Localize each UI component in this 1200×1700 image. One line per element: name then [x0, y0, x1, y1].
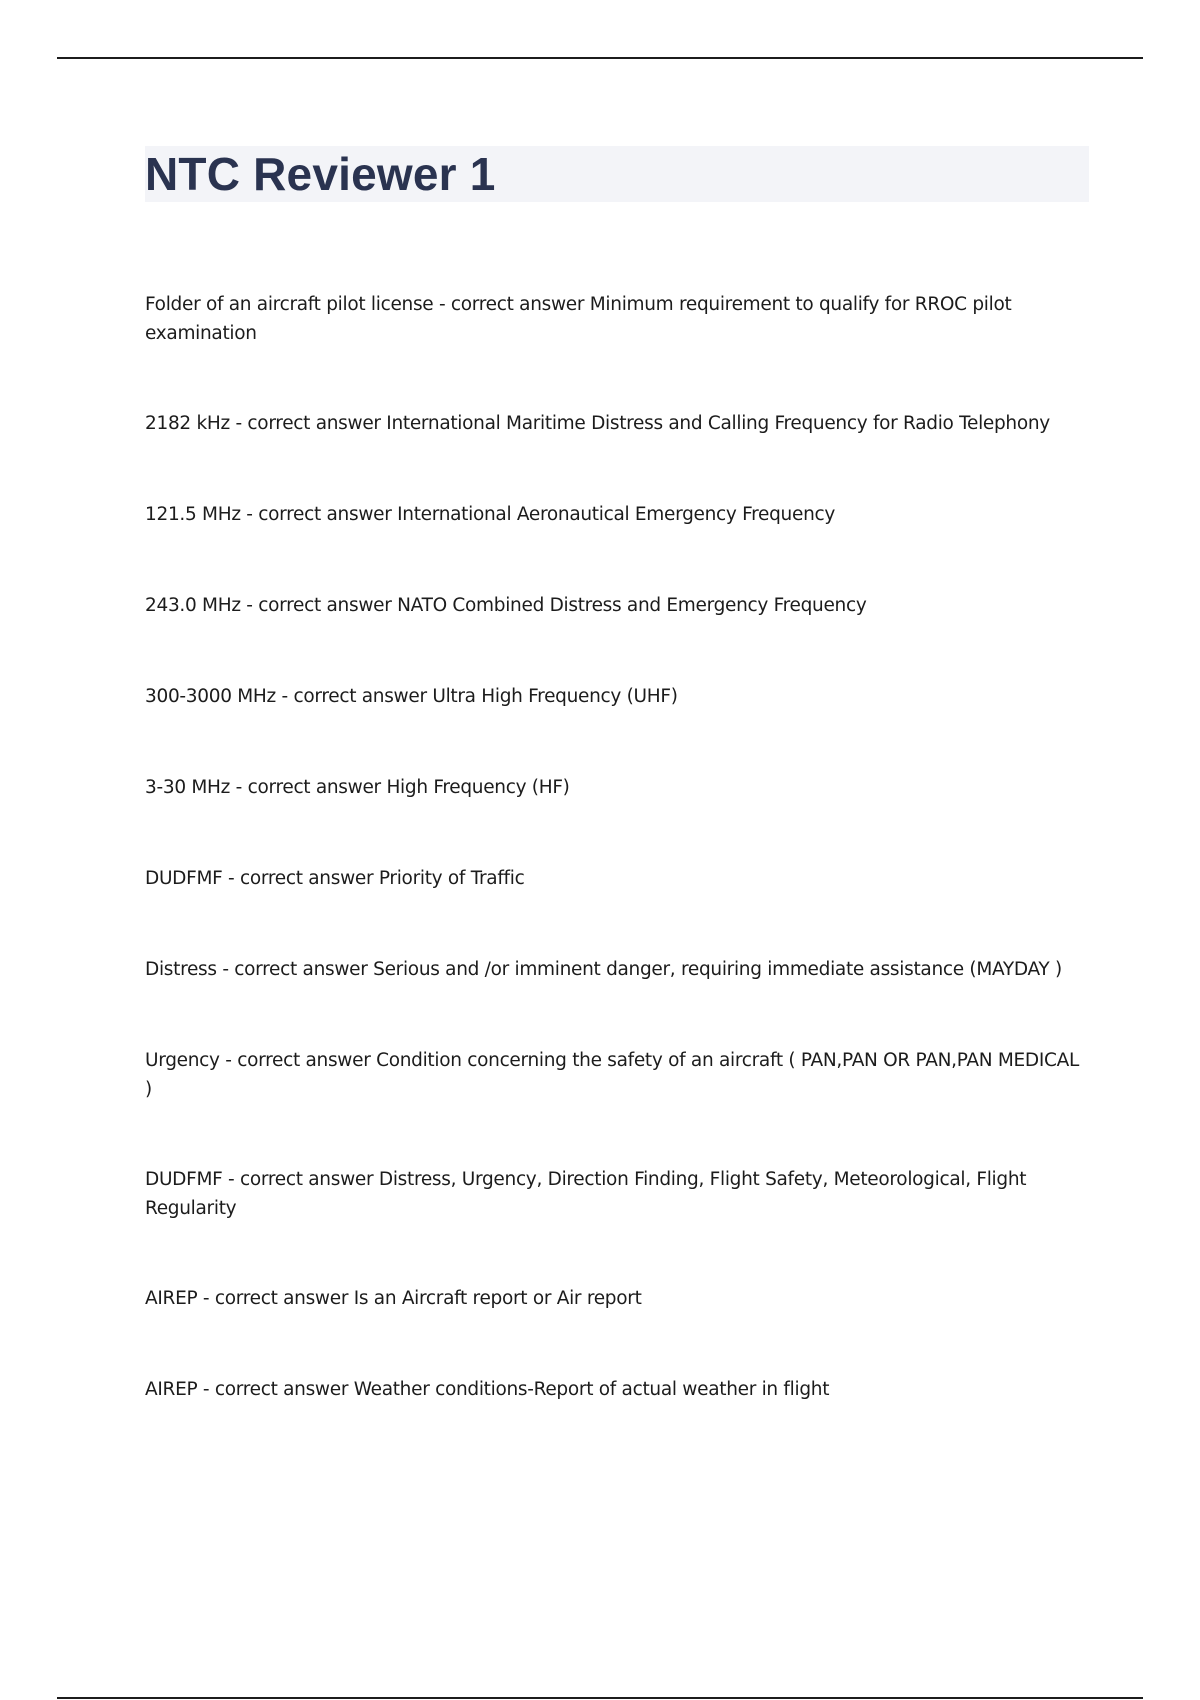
- qa-item: AIREP - correct answer Weather conditions-Report of actual weather in flight: [145, 1379, 830, 1400]
- qa-item: 3-30 MHz - correct answer High Frequency (HF): [145, 777, 570, 798]
- qa-item: 243.0 MHz - correct answer NATO Combined Distress and Emergency Frequency: [145, 595, 867, 616]
- qa-item: Folder of an aircraft pilot license - correct answer Minimum requirement to qualify for RROC pilot examination: [145, 294, 1012, 344]
- qa-item: DUDFMF - correct answer Priority of Traffic: [145, 868, 525, 889]
- top-rule: [57, 57, 1143, 59]
- qa-item: 300-3000 MHz - correct answer Ultra High Frequency (UHF): [145, 686, 678, 707]
- qa-list: [145, 290, 1085, 1404]
- bottom-rule: [57, 1697, 1143, 1699]
- qa-item: Urgency - correct answer Condition concerning the safety of an aircraft ( PAN,PAN OR PAN,PAN MEDICAL ): [145, 1050, 1079, 1100]
- qa-item: Distress - correct answer Serious and /or imminent danger, requiring immediate assistance (MAYDAY ): [145, 959, 1062, 980]
- page-title: NTC Reviewer 1: [145, 148, 496, 200]
- qa-item: 121.5 MHz - correct answer International Aeronautical Emergency Frequency: [145, 504, 836, 525]
- qa-item: 2182 kHz - correct answer International Maritime Distress and Calling Frequency for Radio Telephony: [145, 413, 1050, 434]
- qa-item: DUDFMF - correct answer Distress, Urgency, Direction Finding, Flight Safety, Meteorological, Flight Regularity: [145, 1169, 1027, 1219]
- qa-item: AIREP - correct answer Is an Aircraft report or Air report: [145, 1288, 642, 1309]
